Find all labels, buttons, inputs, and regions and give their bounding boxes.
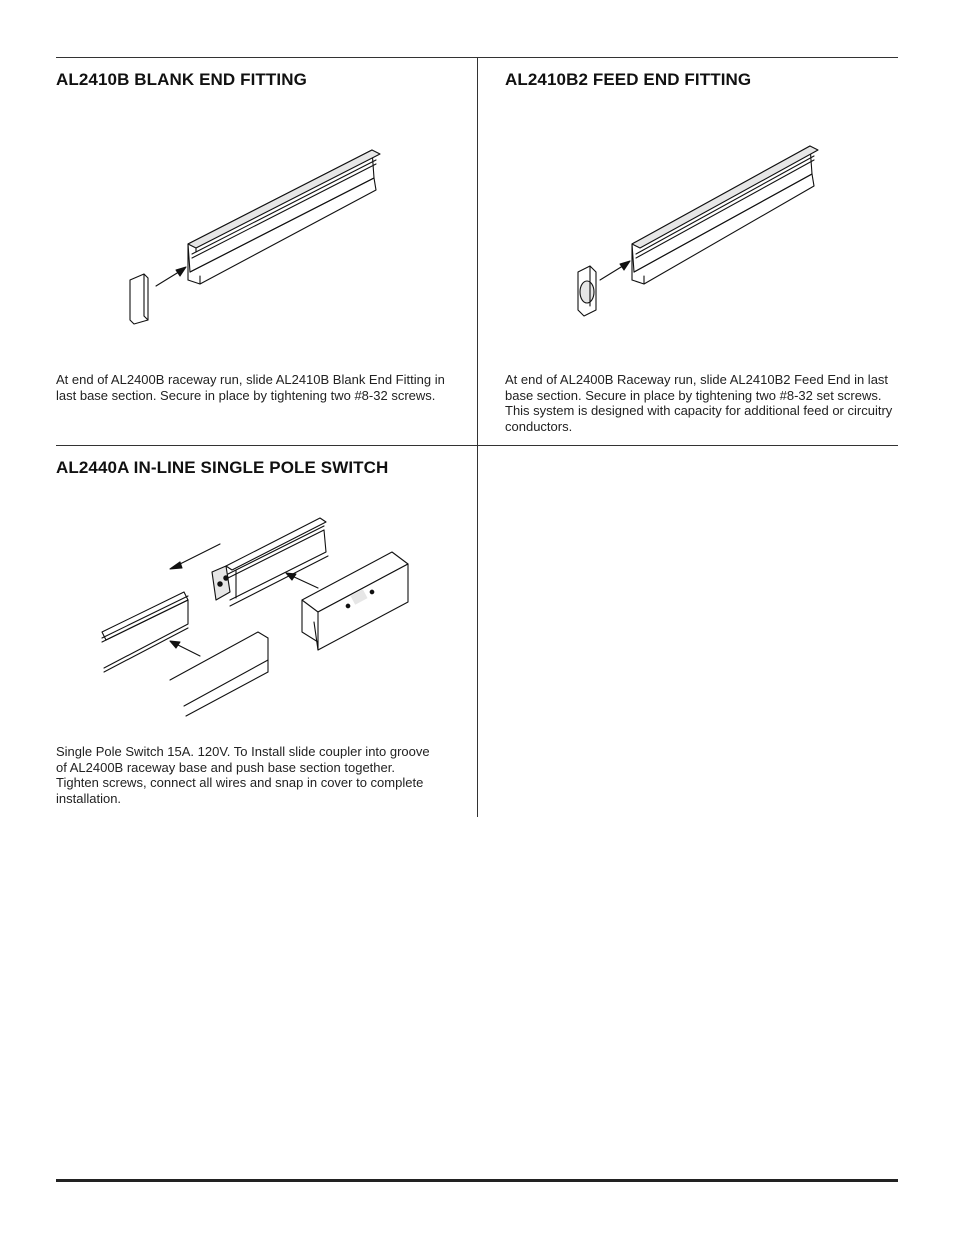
section-description-blank-end: At end of AL2400B raceway run, slide AL2410B Blank End Fitting in last base section. Secure in place by tightening two #8-32 screws. bbox=[56, 372, 445, 403]
section-title-switch: AL2440A IN-LINE SINGLE POLE SWITCH bbox=[56, 458, 389, 477]
blank-end-cap bbox=[130, 274, 148, 324]
section-description-feed-end: At end of AL2400B Raceway run, slide AL2410B2 Feed End in last base section. Secure in place by tightening two #8-32 set screws. This system is designed with capacity for additional feed or circuitry conductors. bbox=[505, 372, 893, 434]
bottom-rule bbox=[56, 1179, 898, 1182]
lower-cover bbox=[170, 632, 268, 680]
channel-lip bbox=[188, 150, 380, 248]
section-description-switch: Single Pole Switch 15A. 120V. To Install slide coupler into groove of AL2400B raceway base and push base section together. Tighten screws, connect all wires and snap in cover to complete installation. bbox=[56, 744, 430, 806]
channel-lip bbox=[632, 146, 818, 248]
inline-switch-illustration bbox=[96, 510, 416, 725]
left-base-lip bbox=[102, 592, 188, 640]
section-title-feed-end: AL2410B2 FEED END FITTING bbox=[505, 70, 752, 89]
section-title-blank-end: AL2410B BLANK END FITTING bbox=[56, 70, 307, 89]
feed-end-fitting-illustration bbox=[568, 140, 828, 330]
knockout-hole bbox=[580, 281, 594, 303]
column-divider bbox=[477, 57, 478, 817]
right-base-lip bbox=[226, 518, 326, 570]
blank-end-fitting-illustration bbox=[120, 140, 390, 330]
row-divider bbox=[56, 445, 898, 446]
